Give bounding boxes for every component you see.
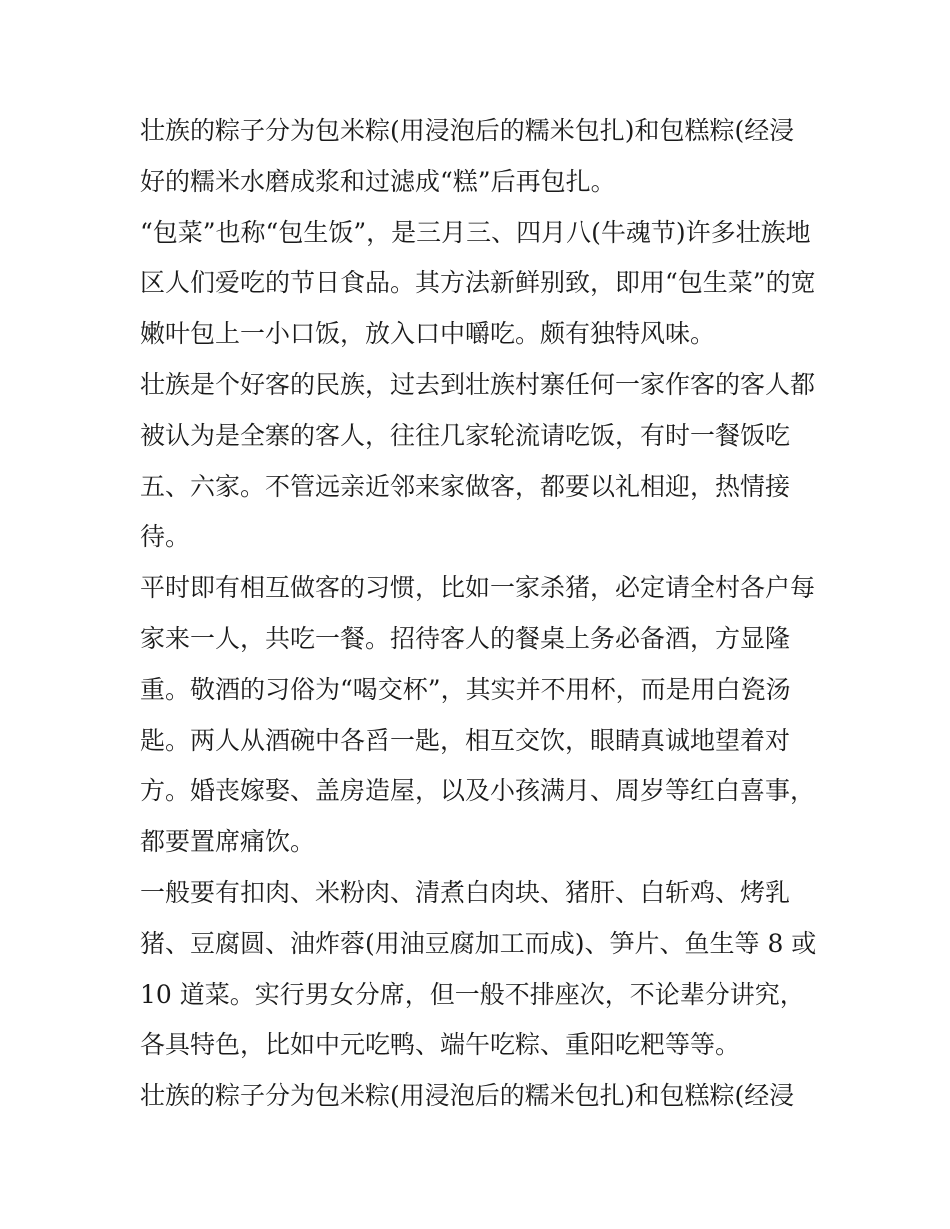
document-body bbox=[140, 106, 820, 1122]
text-line: 各具特色，比如中元吃鸭、端午吃粽、重阳吃粑等等。 bbox=[140, 1030, 741, 1060]
paragraph-hospitality bbox=[140, 360, 820, 563]
text-line: 家来一人，共吃一餐。招待客人的餐桌上务必备酒，方显隆 bbox=[140, 623, 791, 653]
text-line: 壮族的粽子分为包米粽(用浸泡后的糯米包扎)和包糕粽(经浸 bbox=[140, 1081, 795, 1111]
text-line: 重。敬酒的习俗为“喝交杯”，其实并不用杯，而是用白瓷汤 bbox=[140, 674, 791, 704]
text-line: 好的糯米水磨成浆和过滤成“糕”后再包扎。 bbox=[140, 166, 616, 196]
text-line: 嫩叶包上一小口饭，放入口中嚼吃。颇有独特风味。 bbox=[140, 319, 716, 349]
paragraph-zongzi-repeat bbox=[140, 1071, 820, 1122]
paragraph-baocai bbox=[140, 208, 820, 360]
paragraph-banquet-dishes bbox=[140, 868, 820, 1071]
text-line: 猪、豆腐圆、油炸蓉(用油豆腐加工而成)、笋片、鱼生等 8 或 bbox=[140, 928, 817, 958]
text-line: 10 道菜。实行男女分席，但一般不排座次，不论辈分讲究， bbox=[140, 979, 805, 1009]
text-line: 五、六家。不管远亲近邻来家做客，都要以礼相迎，热情接 bbox=[140, 471, 791, 501]
paragraph-toasting bbox=[140, 563, 820, 868]
text-line: 方。婚丧嫁娶、盖房造屋，以及小孩满月、周岁等红白喜事， bbox=[140, 776, 816, 806]
text-line: 匙。两人从酒碗中各舀一匙，相互交饮，眼睛真诚地望着对 bbox=[140, 725, 791, 755]
text-line: 平时即有相互做客的习惯，比如一家杀猪，必定请全村各户每 bbox=[140, 573, 816, 603]
text-line: “包菜”也称“包生饭”，是三月三、四月八(牛魂节)许多壮族地 bbox=[140, 217, 811, 247]
text-line: 壮族的粽子分为包米粽(用浸泡后的糯米包扎)和包糕粽(经浸 bbox=[140, 116, 795, 145]
text-line: 都要置席痛饮。 bbox=[140, 827, 316, 857]
text-line: 待。 bbox=[140, 522, 191, 552]
text-line: 区人们爱吃的节日食品。其方法新鲜别致，即用“包生菜”的宽 bbox=[140, 268, 816, 298]
paragraph-zongzi bbox=[140, 106, 820, 208]
text-line: 被认为是全寨的客人，往往几家轮流请吃饭，有时一餐饭吃 bbox=[140, 420, 791, 450]
text-line: 一般要有扣肉、米粉肉、清煮白肉块、猪肝、白斩鸡、烤乳 bbox=[140, 877, 791, 907]
text-line: 壮族是个好客的民族，过去到壮族村寨任何一家作客的客人都 bbox=[140, 369, 816, 399]
